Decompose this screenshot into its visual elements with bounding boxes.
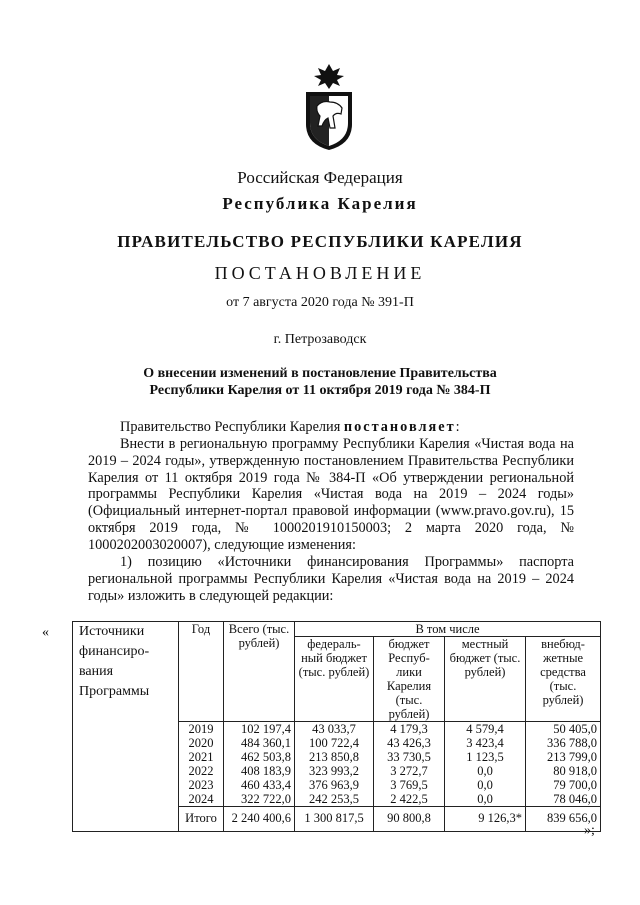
table-cell: 462 503,8 [241, 750, 291, 764]
document-city: г. Петрозаводск [273, 332, 367, 347]
table-cell: 213 799,0 [547, 750, 597, 764]
col-total-header: Всего (тыс. рублей) [224, 622, 295, 722]
table-cell: 0,0 [477, 764, 493, 778]
itogo-regional: 90 800,8 [374, 807, 445, 832]
quote-open: « [42, 625, 49, 640]
item-1-paragraph: 1) позицию «Источники финансирования Программы» паспорта региональной программы Республики Карелия «Чистая вода на 2019 – 2024 годы» изложить в следующей редакции: [88, 554, 574, 604]
col-local-header: местный бюджет (тыс. рублей) [445, 637, 526, 722]
itogo-local: 9 126,3* [445, 807, 526, 832]
source-label: Источники финансиро-вания Программы [73, 622, 179, 832]
table-cell: 2024 [188, 792, 214, 806]
local-cells [445, 722, 526, 807]
resolution-paragraph [88, 419, 574, 436]
table-cell: 242 253,5 [309, 792, 359, 806]
table-cell: 3 272,7 [390, 764, 428, 778]
table-cell: 376 963,9 [309, 778, 359, 792]
table-cell: 3 423,4 [466, 736, 504, 750]
table-cell: 4 179,3 [390, 722, 428, 736]
table-cell: 100 722,4 [309, 736, 359, 750]
col-extra-header: внебюд-жетные средства (тыс. рублей) [526, 637, 601, 722]
total-cells [224, 722, 295, 807]
table-cell: 2 422,5 [390, 792, 428, 806]
federal-cells [295, 722, 374, 807]
table-cell: 43 426,3 [387, 736, 431, 750]
table-cell: 43 033,7 [312, 722, 356, 736]
coat-of-arms-emblem [300, 62, 358, 152]
col-year-header: Год [179, 622, 224, 722]
table-cell: 2020 [188, 736, 214, 750]
table-cell: 80 918,0 [553, 764, 597, 778]
table-cell: 0,0 [477, 792, 493, 806]
col-regional-header: бюджет Респуб-лики Карелия (тыс. рублей) [374, 637, 445, 722]
table-cell: 4 579,4 [466, 722, 504, 736]
itogo-label: Итого [179, 807, 224, 832]
year-cells [179, 722, 224, 807]
resolution-start: Правительство Республики Карелия [120, 419, 344, 435]
financing-table [72, 621, 601, 832]
table-cell: 0,0 [477, 778, 493, 792]
amendment-paragraph: Внести в региональную программу Республики Карелия «Чистая вода на 2019 – 2024 годы», утвержденную постановлением Правительства Республики Карелия от 11 октября 2019 года № 384-П «Об утверждении региональной программы Республики Карелия «Чистая вода на 2019 – 2024 годы» (Официальный интернет-портал правовой информации (www.pravo.gov.ru), 15 октября 2019 года, № 1000201910150003; 2 марта 2020 года, № 1000202003020007), следующие изменения: [88, 436, 574, 553]
table-cell: 2023 [188, 778, 214, 792]
table-cell: 3 769,5 [390, 778, 428, 792]
table-cell: 1 123,5 [466, 750, 504, 764]
republic-title: Республика Карелия [222, 194, 418, 213]
federation-title: Российская Федерация [237, 168, 403, 187]
table-cell: 213 850,8 [309, 750, 359, 764]
table-cell: 50 405,0 [553, 722, 597, 736]
itogo-extra: 839 656,0 [526, 807, 601, 832]
col-group-header: В том числе [295, 622, 601, 637]
table-cell: 102 197,4 [241, 722, 291, 736]
itogo-total: 2 240 400,6 [224, 807, 295, 832]
table-cell: 2021 [188, 750, 214, 764]
table-cell: 484 360,1 [241, 736, 291, 750]
regional-cells [374, 722, 445, 807]
table-cell: 2019 [188, 722, 214, 736]
table-cell: 79 700,0 [553, 778, 597, 792]
table-cell: 2022 [188, 764, 214, 778]
document-type: ПОСТАНОВЛЕНИЕ [214, 263, 426, 283]
table-cell: 460 433,4 [241, 778, 291, 792]
quote-close: »; [584, 823, 595, 838]
table-cell: 78 046,0 [553, 792, 597, 806]
resolution-verb: постановляет [343, 419, 456, 435]
subject-line-1: О внесении изменений в постановление Правительства [143, 366, 497, 381]
table-cell: 336 788,0 [547, 736, 597, 750]
table-cell: 408 183,9 [241, 764, 291, 778]
document-date-number: от 7 августа 2020 года № 391-П [226, 295, 414, 310]
table-cell: 322 722,0 [241, 792, 291, 806]
government-title: ПРАВИТЕЛЬСТВО РЕСПУБЛИКИ КАРЕЛИЯ [117, 232, 523, 251]
itogo-federal: 1 300 817,5 [295, 807, 374, 832]
subject-line-2: Республики Карелия от 11 октября 2019 года № 384-П [149, 383, 491, 398]
col-federal-header: федераль-ный бюджет (тыс. рублей) [295, 637, 374, 722]
table-cell: 323 993,2 [309, 764, 359, 778]
extra-cells [526, 722, 601, 807]
table-cell: 33 730,5 [387, 750, 431, 764]
resolution-colon: : [455, 419, 460, 435]
